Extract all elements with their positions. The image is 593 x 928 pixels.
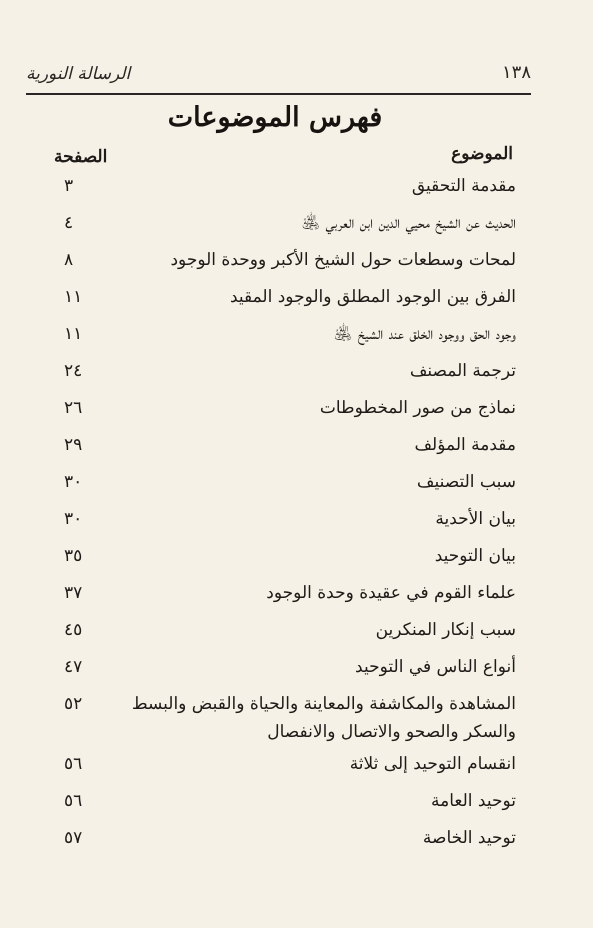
- entry-title: الفرق بين الوجود المطلق والوجود المقيد: [229, 287, 516, 307]
- entry-page: ١١: [64, 324, 83, 344]
- entry-page: ٤: [64, 213, 74, 233]
- running-title: الرسالة النورية: [26, 64, 131, 84]
- index-entry: [0, 246, 593, 283]
- index-entry: [0, 431, 593, 468]
- entry-title: ترجمة المصنف: [409, 361, 516, 381]
- index-entry: [0, 690, 593, 750]
- entry-page: ٢٦: [64, 398, 83, 418]
- entry-title: أنواع الناس في التوحيد: [355, 657, 516, 677]
- entry-page: ٣: [64, 176, 74, 196]
- header-rule: [26, 93, 531, 95]
- entry-title: سبب إنكار المنكرين: [375, 620, 516, 640]
- index-entry: [0, 616, 593, 653]
- entry-page: ٣٠: [64, 472, 83, 492]
- index-entry: [0, 172, 593, 209]
- index-entry: [0, 750, 593, 787]
- index-entry: [0, 542, 593, 579]
- entry-title: سبب التصنيف: [416, 472, 516, 492]
- index-entry: [0, 824, 593, 861]
- index-entry: [0, 653, 593, 690]
- entry-page: ١١: [64, 287, 83, 307]
- entry-page: ٢٤: [64, 361, 83, 381]
- entry-title: نماذج من صور المخطوطات: [319, 398, 516, 418]
- entry-title: انقسام التوحيد إلى ثلاثة: [349, 754, 516, 774]
- page-number: ١٣٨: [501, 62, 531, 83]
- entry-page: ٢٩: [64, 435, 83, 455]
- column-header-topic: الموضوع: [451, 144, 513, 164]
- index-title: فهرس الموضوعات: [167, 102, 383, 133]
- entry-page: ٥٦: [64, 754, 83, 774]
- entry-title: الحديث عن الشيخ محيي الدين ابن العربي ﵁: [301, 213, 516, 233]
- entry-page: ٤٧: [64, 657, 83, 677]
- entry-title: وجود الحق ووجود الخلق عند الشيخ ﵁: [333, 324, 516, 344]
- entry-page: ٥٧: [64, 828, 83, 848]
- entry-title: توحيد العامة: [431, 791, 516, 811]
- entry-page: ٨: [64, 250, 74, 270]
- running-head: [26, 60, 531, 90]
- entry-title: مقدمة التحقيق: [411, 176, 516, 196]
- entry-title: توحيد الخاصة: [422, 828, 516, 848]
- index-entry: [0, 579, 593, 616]
- entry-title: المشاهدة والمكاشفة والمعاينة والحياة والقبض والبسط والسكر والصحو والاتصال والانفصال: [131, 694, 516, 742]
- entry-page: ٥٢: [64, 694, 83, 714]
- column-header-page: الصفحة: [54, 147, 108, 167]
- index-entry: [0, 283, 593, 320]
- index-entry: [0, 394, 593, 431]
- entry-title: بيان التوحيد: [434, 546, 516, 566]
- entry-page: ٣٠: [64, 509, 83, 529]
- index-entry: [0, 787, 593, 824]
- index-entry: [0, 468, 593, 505]
- entry-title: علماء القوم في عقيدة وحدة الوجود: [266, 583, 516, 603]
- entry-page: ٥٦: [64, 791, 83, 811]
- entry-title: بيان الأحدية: [435, 509, 516, 529]
- entry-title: مقدمة المؤلف: [414, 435, 516, 455]
- index-entry: [0, 209, 593, 246]
- entry-page: ٣٧: [64, 583, 83, 603]
- index-entries: [0, 172, 593, 861]
- index-entry: [0, 320, 593, 357]
- index-entry: [0, 505, 593, 542]
- entry-page: ٣٥: [64, 546, 83, 566]
- entry-title: لمحات وسطعات حول الشيخ الأكبر ووحدة الوجود: [170, 250, 516, 270]
- entry-page: ٤٥: [64, 620, 83, 640]
- index-entry: [0, 357, 593, 394]
